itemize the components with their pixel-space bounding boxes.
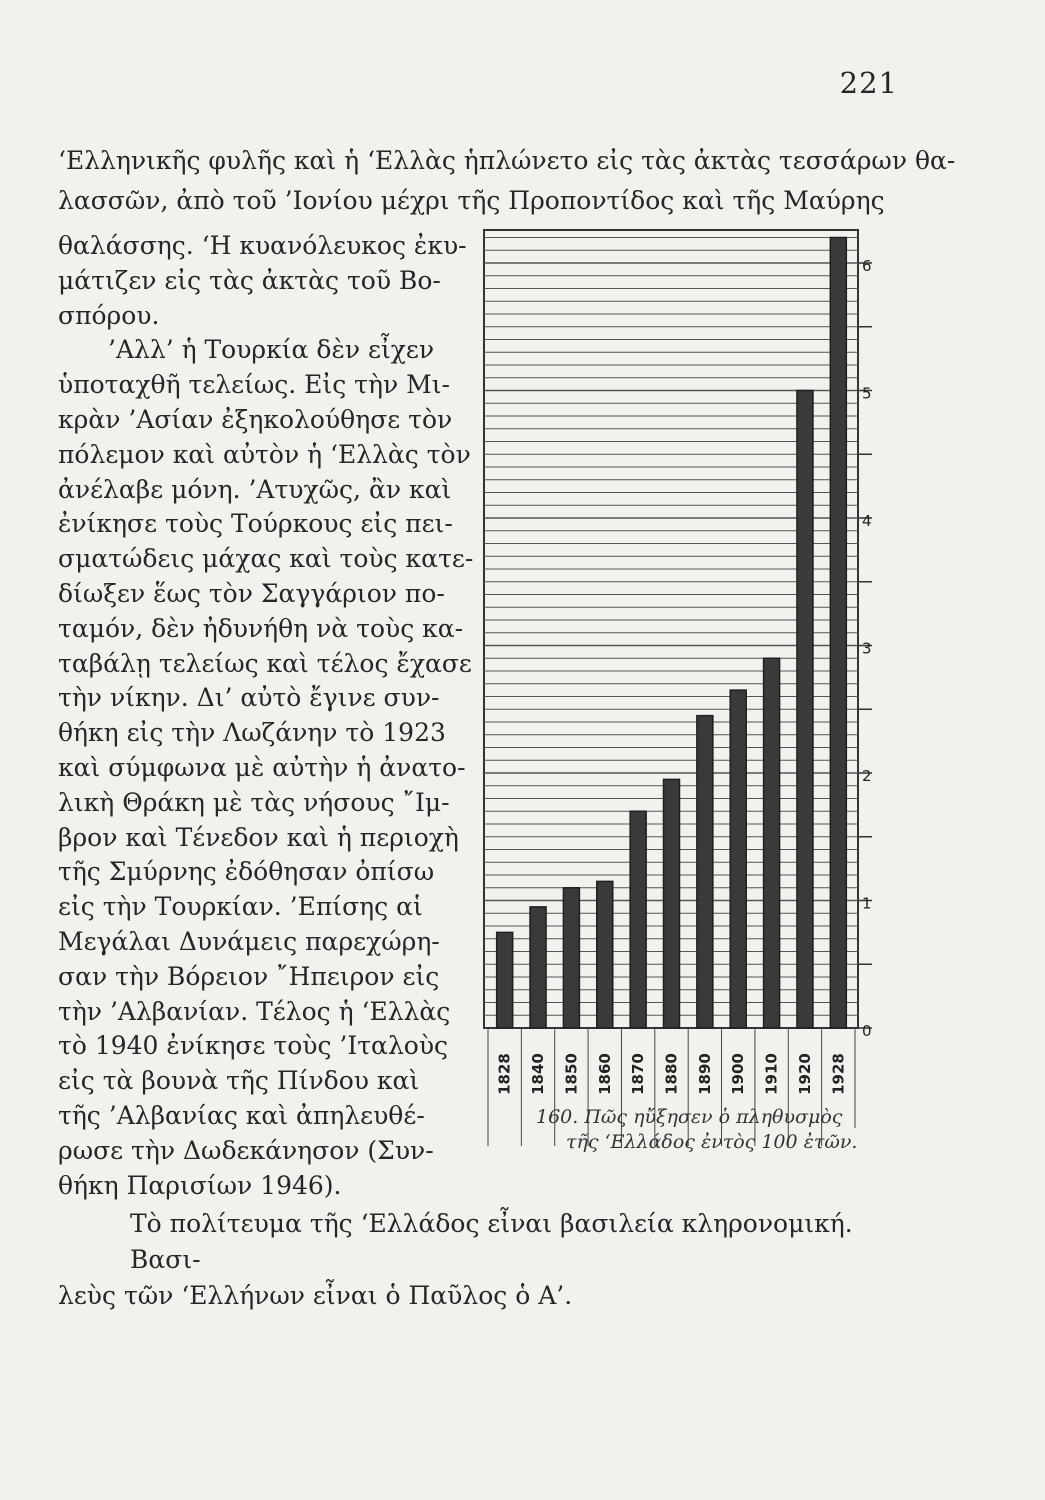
- text-line: εἰς τὴν Τουρκίαν. ’Επίσης αἱ: [58, 892, 423, 922]
- bar: [497, 932, 513, 1028]
- x-tick-label: 1828: [495, 1053, 514, 1095]
- caption-line: 160. Πῶς ηὔξησεν ὁ πληθυσμὸς: [536, 1106, 843, 1128]
- page-number: 221: [839, 66, 898, 100]
- caption-line: τῆς ‘Ελλάδος ἐντὸς 100 ἐτῶν.: [566, 1131, 858, 1153]
- x-tick-label: 1890: [695, 1053, 714, 1095]
- text-line: κρὰν ’Ασίαν ἐξηκολούθησε τὸν: [58, 404, 453, 434]
- text-line: τῆς Σμύρνης ἐδόθησαν ὀπίσω: [58, 857, 435, 887]
- text-line: ’Αλλ’ ἡ Τουρκία δὲν εἶχεν: [108, 335, 435, 365]
- x-tick-label: 1928: [829, 1053, 848, 1095]
- x-tick-label: 1870: [629, 1053, 648, 1095]
- x-tick-label: 1920: [795, 1053, 814, 1095]
- y-tick-label: 5: [862, 384, 872, 403]
- text-line: λασσῶν, ἀπὸ τοῦ ’Ιονίου μέχρι τῆς Προποντίδος καὶ τῆς Μαύρης: [58, 186, 885, 215]
- text-line: δίωξεν ἕως τὸν Σαγγάριον πο-: [58, 578, 445, 608]
- y-tick-label: 2: [862, 767, 872, 785]
- bar: [797, 391, 813, 1029]
- text-line: τῆς ’Αλβανίας καὶ ἀπηλευθέ-: [58, 1100, 425, 1130]
- text-line: τὴν ’Αλβανίαν. Τέλος ἡ ‘Ελλὰς: [58, 996, 451, 1026]
- y-tick-label: 4: [862, 512, 872, 530]
- bar: [563, 888, 579, 1028]
- text-line: σαν τὴν Βόρειον ῎Ηπειρον εἰς: [58, 961, 440, 991]
- bar: [630, 811, 646, 1028]
- text-line: καὶ σύμφωνα μὲ αὐτὴν ἡ ἀνατο-: [58, 752, 466, 782]
- text-line: ἀνέλαβε μόνη. ’Ατυχῶς, ἂν καὶ: [58, 474, 452, 504]
- x-tick-label: 1860: [595, 1053, 614, 1095]
- population-bar-chart: [470, 220, 870, 1100]
- y-tick-label: 0: [862, 1022, 872, 1040]
- text-line: θήκη εἰς τὴν Λωζάνην τὸ 1923: [58, 718, 446, 748]
- text-column: [58, 229, 474, 1203]
- bar: [530, 907, 546, 1028]
- text-line: πόλεμον καὶ αὐτὸν ἡ ‘Ελλὰς τὸν: [58, 439, 471, 469]
- text-line: εἰς τὰ βουνὰ τῆς Πίνδου καὶ: [58, 1066, 420, 1096]
- bar: [730, 690, 746, 1028]
- bar: [697, 716, 713, 1028]
- bar: [764, 658, 780, 1028]
- y-tick-label: 6: [862, 257, 872, 275]
- text-line: τὸ 1940 ἐνίκησε τοὺς ’Ιταλοὺς: [58, 1031, 449, 1061]
- closing-paragraph: [58, 1206, 918, 1314]
- bar: [830, 238, 846, 1029]
- text-line: βρον καὶ Τένεδον καὶ ἡ περιοχὴ: [58, 822, 459, 852]
- text-line: Μεγάλαι Δυνάμεις παρεχώρη-: [58, 926, 440, 956]
- text-line: ἐνίκησε τοὺς Τούρκους εἰς πει-: [58, 509, 453, 539]
- text-line: ὑποταχθῆ τελείως. Εἰς τὴν Μι-: [58, 370, 450, 400]
- bar: [597, 881, 613, 1028]
- text-line: ταμόν, δὲν ἠδυνήθη νὰ τοὺς κα-: [58, 613, 464, 643]
- y-tick-label: 1: [862, 894, 872, 913]
- x-tick-label: 1910: [762, 1053, 781, 1095]
- y-tick-label: 3: [862, 639, 872, 658]
- x-tick-label: 1840: [529, 1053, 548, 1095]
- text-line: Τὸ πολίτευμα τῆς ‘Ελλάδος εἶναι βασιλεία κληρονομική. Βασι-: [130, 1209, 853, 1274]
- text-line: ταβάλῃ τελείως καὶ τέλος ἔχασε: [58, 648, 472, 678]
- text-line: θήκη Παρισίων 1946).: [58, 1170, 342, 1200]
- bar: [664, 779, 680, 1028]
- text-line: μάτιζεν εἰς τὰς ἀκτὰς τοῦ Βο-: [58, 265, 441, 295]
- text-line: λικὴ Θράκη μὲ τὰς νήσους ῎Ιμ-: [58, 787, 450, 817]
- text-line: σματώδεις μάχας καὶ τοὺς κατε-: [58, 544, 474, 574]
- x-tick-label: 1900: [729, 1053, 748, 1095]
- x-tick-label: 1880: [662, 1053, 681, 1095]
- figure-caption: [536, 1105, 866, 1155]
- text-line: τὴν νίκην. Δι’ αὐτὸ ἔγινε συν-: [58, 683, 440, 713]
- text-line: ρωσε τὴν Δωδεκάνησον (Συν-: [58, 1135, 434, 1165]
- text-line: λεὺς τῶν ‘Ελλήνων εἶναι ὁ Παῦλος ὁ Α’.: [58, 1281, 573, 1310]
- text-line: ‘Ελληνικῆς φυλῆς καὶ ἡ ‘Ελλὰς ἡπλώνετο εἰς τὰς ἀκτὰς τεσσάρων θα-: [58, 146, 956, 175]
- x-tick-label: 1850: [562, 1053, 581, 1095]
- text-line: θαλάσσης. ‘Η κυανόλευκος ἐκυ-: [58, 231, 467, 260]
- text-line: σπόρου.: [58, 300, 160, 330]
